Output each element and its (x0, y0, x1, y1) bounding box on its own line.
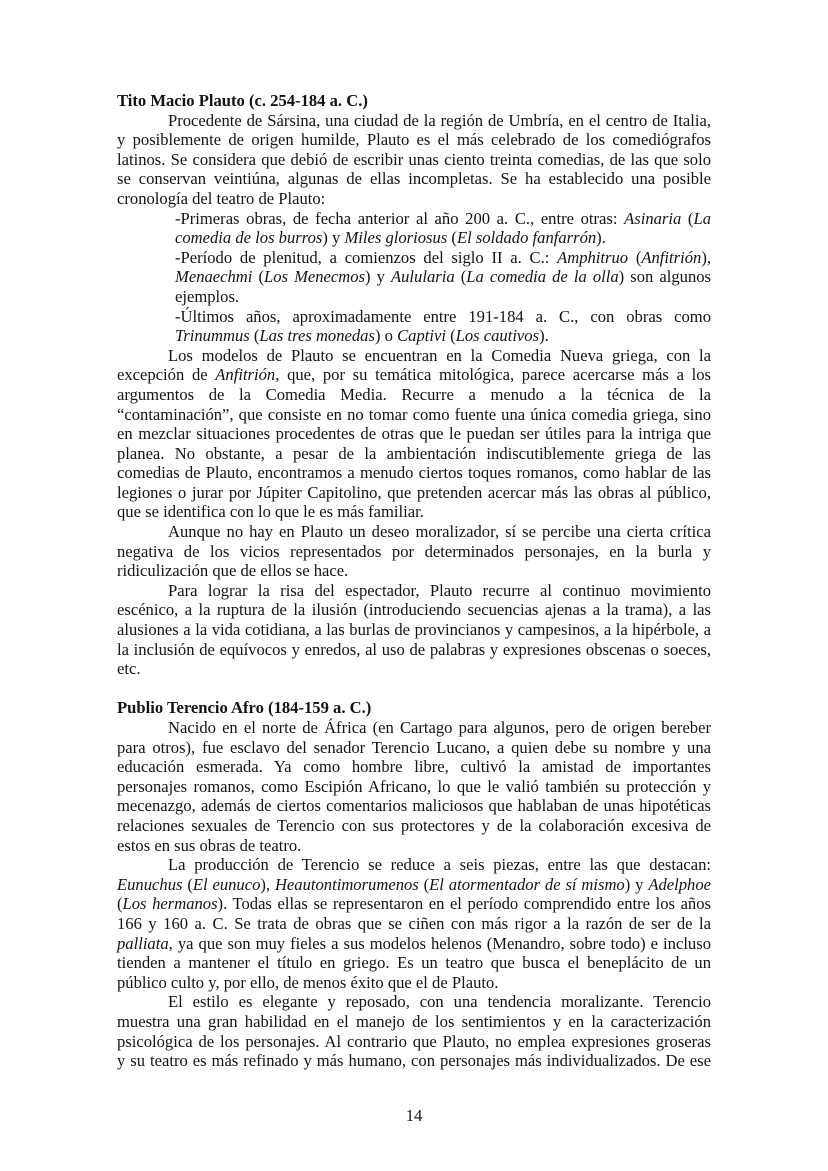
text-line (117, 600, 711, 620)
text-run: ) son algunos (618, 267, 711, 287)
italic-title: Heautontimorumenos (274, 874, 419, 894)
text-line (117, 483, 711, 503)
text-run: ) y (624, 874, 649, 894)
text-line (117, 228, 711, 248)
text-line (117, 287, 711, 307)
paragraph (117, 855, 711, 992)
text-run: ( (418, 874, 430, 894)
text-run: ( (249, 326, 260, 346)
text-run: Procedente de Sársina, una ciudad de la región de Umbría, en el centro de Italia, (168, 110, 711, 130)
text-run: comedias de Plauto, encontramos a menudo ciertos toques romanos, como hablar de las (117, 463, 711, 483)
text-line (117, 502, 711, 522)
text-line (117, 757, 711, 777)
text-line (117, 444, 711, 464)
text-run: Para lograr la risa del espectador, Plauto recurre al continuo movimiento (168, 580, 711, 600)
paragraph (117, 992, 711, 1070)
italic-title: El eunuco (192, 874, 261, 894)
text-line (117, 209, 711, 229)
section (117, 698, 711, 1070)
italic-title: Asinaria (624, 208, 682, 228)
italic-title: Adelphoe (648, 874, 711, 894)
text-run: excepción de (117, 365, 216, 385)
text-run: El estilo es elegante y reposado, con una tendencia moralizante. Terencio (168, 992, 711, 1012)
text-run: legiones o jurar por Júpiter Capitolino, que pretenden acercar más las obras al público, (117, 482, 711, 502)
text-run: latinos. Se considera que debió de escribir unas ciento treinta comedias, de las que solo (117, 149, 711, 169)
text-line (117, 326, 711, 346)
text-run: alusiones a la vida cotidiana, a las burlas de provincianos y campesinos, a la hipérbole, a (117, 620, 711, 640)
text-line (117, 267, 711, 287)
text-run: ). Todas ellas se representaron en el período comprendido entre los años (217, 894, 711, 914)
text-run: -Primeras obras, de fecha anterior al año 200 a. C., entre otras: (175, 208, 625, 228)
text-run: ( (454, 267, 467, 287)
section-spacer (117, 679, 711, 699)
text-line (117, 424, 711, 444)
text-run: se conservan veintiúna, algunas de ellas incompletas. Se ha establecido una posible (117, 169, 711, 189)
list-item (117, 248, 711, 307)
text-run: “contaminación”, que consiste en no tomar como fuente una única comedia griega, sino (117, 404, 711, 424)
italic-title: Los cautivos (455, 326, 540, 346)
text-line (117, 130, 711, 150)
text-run: y su teatro es más refinado y más humano, con personajes más individualizados. De ese (117, 1051, 711, 1071)
text-run: mecenazgo, además de ciertos comentarios maliciosos que hablaban de unas hipotéticas (117, 796, 711, 816)
text-line (117, 914, 711, 934)
list-item (117, 307, 711, 346)
text-run: ), (260, 874, 275, 894)
text-run: Los modelos de Plauto se encuentran en la Comedia Nueva griega, con la (168, 345, 711, 365)
text-run: ). (596, 228, 606, 248)
text-line (117, 405, 711, 425)
paragraph (117, 111, 711, 209)
text-run: escénico, a la ruptura de la ilusión (introduciendo secuencias ajenas a la trama), a las (117, 600, 711, 620)
italic-title: Miles gloriosus (344, 228, 448, 248)
text-run: ( (182, 874, 193, 894)
list-item (117, 209, 711, 248)
text-run: tienden a mantener el título en griego. Es un teatro que busca el beneplácito de un (117, 953, 711, 973)
text-line (117, 953, 711, 973)
text-run: ( (628, 247, 642, 267)
paragraph (117, 581, 711, 679)
text-line (117, 620, 711, 640)
italic-title: El atormentador de sí mismo (429, 874, 625, 894)
paragraph (117, 346, 711, 522)
text-run: que se identifica con lo que le es más familiar. (117, 502, 424, 522)
text-line (117, 973, 711, 993)
text-line (117, 836, 711, 856)
text-run: ejemplos. (175, 286, 240, 306)
text-line (117, 581, 711, 601)
text-line (117, 561, 711, 581)
italic-title: Eunuchus (117, 874, 183, 894)
text-line (117, 875, 711, 895)
paragraph (117, 522, 711, 581)
text-run: Nacido en el norte de África (en Cartago para algunos, pero de origen bereber (168, 718, 711, 737)
text-line (117, 640, 711, 660)
text-line (117, 659, 711, 679)
text-line (117, 248, 711, 268)
text-line (117, 796, 711, 816)
text-run: etc. (117, 659, 141, 679)
text-line (117, 522, 711, 542)
text-run: ( (447, 228, 457, 248)
text-run: ). (539, 326, 549, 346)
text-run: ), (701, 247, 711, 267)
document-page (117, 91, 711, 1071)
italic-title: Anfitrión (215, 365, 276, 385)
text-run: ridiculización que de ellos se hace. (117, 561, 349, 581)
text-line (117, 1032, 711, 1052)
text-run: psicológica de los personajes. Al contrario que Plauto, no emplea expresiones groseras (117, 1031, 711, 1051)
text-run: y posiblemente de origen humilde, Plauto es el más celebrado de los comediógrafos (117, 130, 711, 150)
italic-title: El soldado fanfarrón (456, 228, 597, 248)
text-run: ) o (374, 326, 398, 346)
text-run: , ya que son muy fieles a sus modelos helenos (Menandro, sobre todo) e incluso (168, 933, 711, 953)
text-run: muestra una gran habilidad en el manejo de los sentimientos y en la caracterización (117, 1011, 711, 1031)
section-heading: Tito Macio Plauto (c. 254-184 a. C.) (117, 91, 368, 110)
text-line (117, 542, 711, 562)
text-line (117, 992, 711, 1012)
text-run: para otros), fue esclavo del senador Terencio Lucano, a quien debe su nombre y una (117, 737, 711, 757)
italic-title: comedia de los burros (175, 228, 323, 248)
text-line (117, 1012, 711, 1032)
page-number: 14 (405, 1106, 423, 1125)
italic-title: Menaechmi (175, 267, 253, 287)
text-line (117, 189, 711, 209)
text-line (117, 934, 711, 954)
text-line (117, 169, 711, 189)
italic-title: Trinummus (175, 326, 250, 346)
text-run: argumentos de la Comedia Media. Recurre a menudo a la técnica de la (117, 384, 711, 404)
text-line (117, 738, 711, 758)
text-run: educación esmerada. Ya como hombre libre, cultivó la amistad de importantes (117, 757, 711, 777)
text-line (117, 718, 711, 738)
text-run: -Período de plenitud, a comienzos del siglo II a. C.: (175, 247, 558, 267)
text-run: Aunque no hay en Plauto un deseo moralizador, sí se percibe una cierta crítica (168, 522, 711, 542)
text-run: ) y (322, 228, 345, 248)
italic-title: Las tres monedas (259, 326, 375, 346)
text-line (117, 111, 711, 131)
text-line (117, 463, 711, 483)
text-line (117, 307, 711, 327)
text-line (117, 855, 711, 875)
paragraph (117, 718, 711, 855)
text-run: , que, por su temática mitológica, parece acercarse más a los (275, 365, 711, 385)
text-line (117, 1051, 711, 1071)
text-run: planea. No obstante, a pesar de la ambientación indiscutiblemente griega de las (117, 443, 711, 463)
text-line (117, 894, 711, 914)
text-run: ( (117, 894, 123, 914)
text-line (117, 365, 711, 385)
text-line (117, 150, 711, 170)
italic-title: Los Menecmos (264, 267, 366, 287)
text-run: La producción de Terencio se reduce a seis piezas, entre las que destacan: (168, 855, 711, 875)
text-run: negativa de los vicios representados por determinados personajes, en la burla y (117, 541, 711, 561)
text-line (117, 385, 711, 405)
italic-title: La (693, 208, 711, 228)
text-run: público culto y, por ello, de menos éxito que el de Plauto. (117, 972, 499, 992)
italic-title: Captivi (397, 326, 446, 346)
text-run: -Últimos años, aproximadamente entre 191-184 a. C., con obras como (175, 306, 711, 326)
text-run: ( (681, 208, 694, 228)
text-line (117, 346, 711, 366)
text-line (117, 777, 711, 797)
text-line (117, 816, 711, 836)
text-run: en mezclar situaciones procedentes de otras que le puedan ser útiles para la intriga que (117, 424, 711, 444)
text-run: relaciones sexuales de Terencio con sus protectores y de la colaboración excesiva de (117, 815, 711, 835)
text-run: estos en sus obras de teatro. (117, 835, 302, 855)
text-run: personajes romanos, como Escipión Africano, lo que le valió también su protección y (117, 776, 711, 796)
section (117, 91, 711, 679)
italic-title: Los hermanos (122, 894, 218, 914)
italic-title: palliata (117, 933, 169, 953)
text-run: cronología del teatro de Plauto: (117, 188, 326, 208)
section-heading: Publio Terencio Afro (184-159 a. C.) (117, 698, 372, 718)
text-run: 166 y 160 a. C. Se trata de obras que se ciñen con más rigor a la razón de ser de la (117, 913, 711, 933)
text-run: ( (252, 267, 265, 287)
italic-title: Amphitruo (557, 247, 629, 267)
text-run: ) y (365, 267, 391, 287)
italic-title: La comedia de la olla (466, 267, 619, 287)
text-run: ( (445, 326, 456, 346)
text-run: la inclusión de equívocos y enredos, al uso de palabras y expresiones obscenas o soeces, (117, 639, 711, 659)
italic-title: Anfitrión (641, 247, 702, 267)
italic-title: Aulularia (391, 267, 455, 287)
